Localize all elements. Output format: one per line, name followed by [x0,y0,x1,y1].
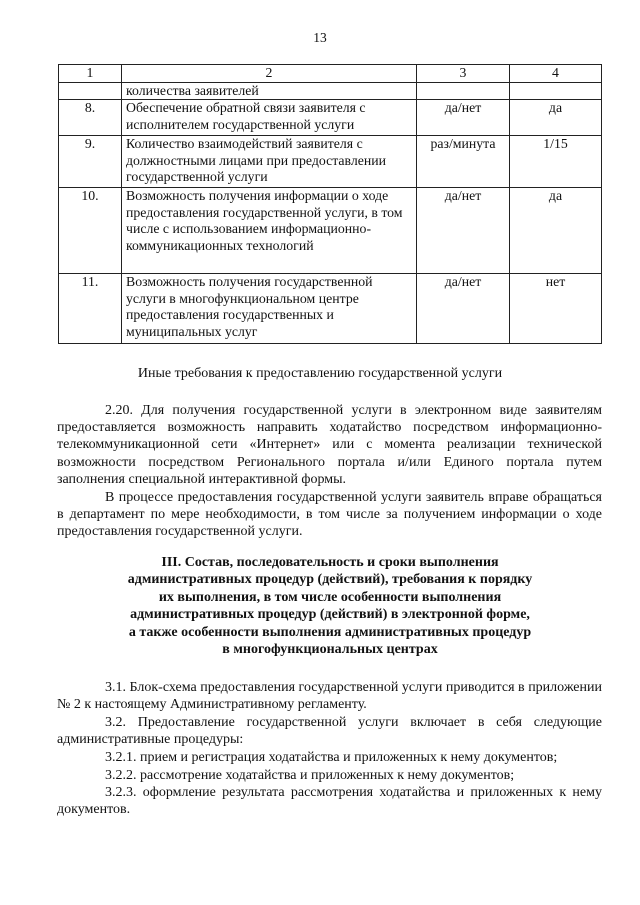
column-header: 2 [122,65,417,83]
requirements-table [58,64,602,344]
row-value: нет [510,274,602,344]
row-description: количества заявителей [122,82,417,100]
paragraph-process: В процессе предоставления государственной услуги заявитель вправе обращаться в департамент по мере необходимости, в том числе за получением информации о ходе предоставления государственной услуги. [57,490,602,540]
paragraph-3-1: 3.1. Блок-схема предоставления государственной услуги приводится в приложении № 2 к настоящему Административному регламенту. [57,680,602,713]
column-header: 4 [510,65,602,83]
row-number: 11. [59,274,122,344]
row-description: Количество взаимодействий заявителя с должностными лицами при предоставлении государственной услуги [122,136,417,188]
paragraph-2-20: 2.20. Для получения государственной услуги в электронном виде заявителям предоставляется возможность направить ходатайство посредством информационно-телекоммуникационной сети «Интернет» или с момента реализации технической возможности посредством Регионального портала и/или Единого портала путем заполнения специальной интерактивной формы. [57,403,602,487]
chapter-heading-line: в многофункциональных центрах [222,642,438,658]
table-header-row [59,65,602,83]
row-description: Обеспечение обратной связи заявителя с исполнителем государственной услуги [122,100,417,136]
table-row-continuation [59,82,602,100]
chapter-heading [70,554,590,658]
column-header: 1 [59,65,122,83]
chapter-heading-line: административных процедур (действий), требования к порядку [127,572,533,588]
chapter-heading-line: а также особенности выполнения административных процедур [128,624,532,640]
row-value [510,82,602,100]
row-unit: да/нет [417,274,510,344]
page-number: 13 [313,30,327,45]
row-unit: раз/минута [417,136,510,188]
row-number: 10. [59,188,122,274]
chapter-heading-line: административных процедур (действий) в электронной форме, [130,607,530,623]
paragraph-3-2-2: 3.2.2. рассмотрение ходатайства и приложенных к нему документов; [105,768,515,783]
table-row [59,274,602,344]
table-row [59,100,602,136]
paragraph-3-2-1: 3.2.1. прием и регистрация ходатайства и приложенных к нему документов; [105,750,558,765]
row-value: 1/15 [510,136,602,188]
row-unit: да/нет [417,188,510,274]
row-number: 9. [59,136,122,188]
row-description: Возможность получения государственной услуги в многофункциональном центре предоставления государственных и муниципальных услуг [122,274,417,344]
column-header: 3 [417,65,510,83]
section-title: Иные требования к предоставлению государственной услуги [137,366,503,381]
row-unit: да/нет [417,100,510,136]
row-value: да [510,188,602,274]
paragraph-3-2: 3.2. Предоставление государственной услуги включает в себя следующие административные процедуры: [57,715,602,748]
row-unit [417,82,510,100]
row-description: Возможность получения информации о ходе предоставления государственной услуги, в том числе с использованием информационно-коммуникационных технологий [122,188,417,274]
chapter-heading-line: их выполнения, в том числе особенности выполнения [158,589,502,605]
table-row [59,136,602,188]
row-number [59,82,122,100]
paragraph-3-2-3: 3.2.3. оформление результата рассмотрения ходатайства и приложенных к нему документов. [57,785,602,818]
chapter-heading-line: III. Состав, последовательность и сроки выполнения [161,555,499,570]
row-number: 8. [59,100,122,136]
table-row [59,188,602,274]
row-value: да [510,100,602,136]
